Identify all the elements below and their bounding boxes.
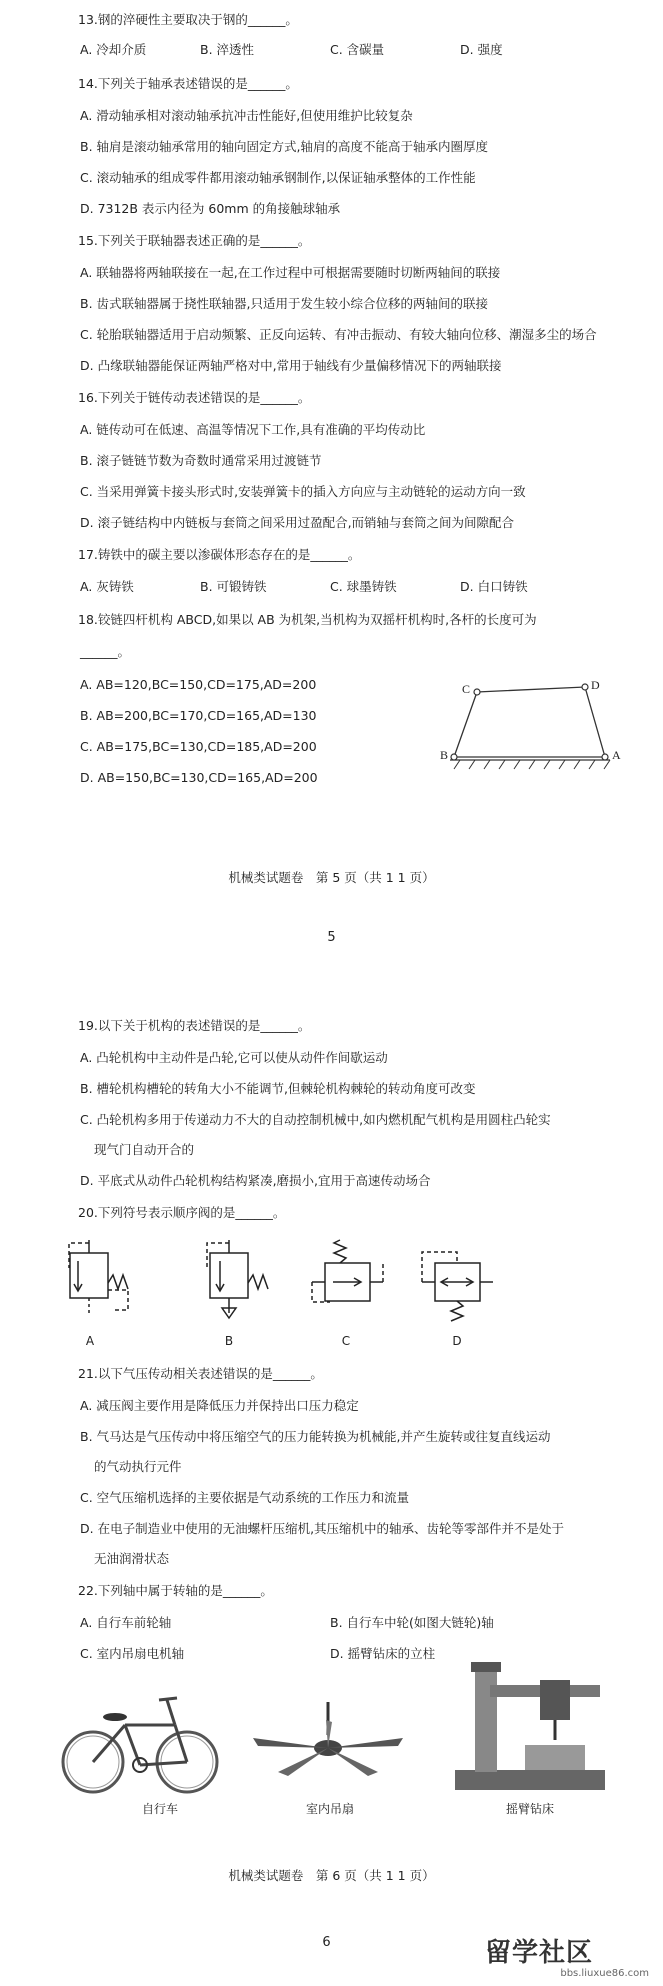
point-d-label: D: [591, 678, 600, 692]
page6-footer: 机械类试题卷 第 6 页（共 1 1 页）: [228, 1868, 435, 1883]
q13-option-a: A. 冷却介质: [80, 42, 147, 57]
q15-option-a: A. 联轴器将两轴联接在一起,在工作过程中可根据需要随时切断两轴间的联接: [80, 265, 501, 280]
q21-option-d-line1: D. 在电子制造业中使用的无油螺杆压缩机,其压缩机中的轴承、齿轮等零部件并不是处于: [80, 1521, 565, 1536]
page5-number: 5: [327, 930, 336, 945]
q18-option-b: B. AB=200,BC=170,CD=165,AD=130: [80, 708, 317, 723]
q19-option-a: A. 凸轮机构中主动件是凸轮,它可以使从动件作间歇运动: [80, 1050, 388, 1065]
q14-option-d: D. 7312B 表示内径为 60mm 的角接触球轴承: [80, 201, 341, 216]
linkage-bars: [454, 687, 605, 757]
q17-option-c: C. 球墨铸铁: [330, 579, 397, 594]
q17-stem: 17.铸铁中的碳主要以渗碳体形态存在的是______。: [78, 547, 361, 562]
q19-option-d: D. 平底式从动件凸轮机构结构紧凑,磨损小,宜用于高速传动场合: [80, 1173, 431, 1188]
q17-option-a: A. 灰铸铁: [80, 579, 134, 594]
q16-option-a: A. 链传动可在低速、高温等情况下工作,具有准确的平均传动比: [80, 422, 426, 437]
watermark-logo-text: 留学社区: [485, 1938, 594, 1968]
radial-drill-image: [445, 1660, 610, 1795]
bicycle-caption: 自行车: [141, 1802, 178, 1816]
valve-label-d: D: [452, 1334, 462, 1348]
q14-option-b: B. 轴肩是滚动轴承常用的轴向固定方式,轴肩的高度不能高于轴承内圈厚度: [80, 139, 488, 154]
q16-stem: 16.下列关于链传动表述错误的是______。: [78, 390, 311, 405]
q21-option-b-line1: B. 气马达是气压传动中将压缩空气的压力能转换为机械能,并产生旋转或往复直线运动: [80, 1429, 551, 1444]
watermark-url: bbs.liuxue86.com: [560, 1968, 649, 1979]
q21-stem: 21.以下气压传动相关表述错误的是______。: [78, 1366, 323, 1381]
q21-option-d-line2: 无油润滑状态: [94, 1551, 170, 1566]
valve-label-c: C: [341, 1334, 351, 1348]
q13-option-b: B. 淬透性: [200, 42, 255, 57]
page5-footer: 机械类试题卷 第 5 页（共 1 1 页）: [228, 870, 435, 885]
point-b-label: B: [440, 748, 449, 762]
q13-stem: 13.钢的淬硬性主要取决于钢的______。: [78, 12, 298, 27]
q22-option-c: C. 室内吊扇电机轴: [80, 1646, 185, 1661]
point-a-label: A: [612, 748, 621, 762]
q16-option-d: D. 滚子链结构中内链板与套筒之间采用过盈配合,而销轴与套筒之间为间隙配合: [80, 515, 515, 530]
q17-option-b: B. 可锻铸铁: [200, 579, 267, 594]
ceiling-fan-caption: 室内吊扇: [305, 1802, 354, 1816]
page6-number: 6: [322, 1935, 331, 1950]
q18-option-c: C. AB=175,BC=130,CD=185,AD=200: [80, 739, 317, 754]
q16-option-c: C. 当采用弹簧卡接头形式时,安装弹簧卡的插入方向应与主动链轮的运动方向一致: [80, 484, 526, 499]
q18-option-a: A. AB=120,BC=150,CD=175,AD=200: [80, 677, 317, 692]
valve-symbols-figure: [50, 1228, 630, 1338]
q21-option-a: A. 减压阀主要作用是降低压力并保持出口压力稳定: [80, 1398, 359, 1413]
valve-label-b: B: [224, 1334, 234, 1348]
bicycle-image: [55, 1690, 230, 1800]
q14-stem: 14.下列关于轴承表述错误的是______。: [78, 76, 298, 91]
q20-stem: 20.下列符号表示顺序阀的是______。: [78, 1205, 286, 1220]
q14-option-a: A. 滑动轴承相对滚动轴承抗冲击性能好,但使用维护比较复杂: [80, 108, 413, 123]
q17-option-d: D. 白口铸铁: [460, 579, 528, 594]
valve-symbol-a: [69, 1240, 128, 1313]
q13-option-c: C. 含碳量: [330, 42, 385, 57]
q13-option-d: D. 强度: [460, 42, 503, 57]
valve-symbol-b: [207, 1240, 268, 1318]
q21-option-b-line2: 的气动执行元件: [94, 1459, 182, 1474]
q18-stem-line1: 18.铰链四杆机构 ABCD,如果以 AB 为机架,当机构为双摇杆机构时,各杆的长度可为: [78, 612, 537, 627]
q19-option-b: B. 槽轮机构槽轮的转角大小不能调节,但棘轮机构棘轮的转动角度可改变: [80, 1081, 476, 1096]
four-bar-linkage-figure: [440, 665, 630, 775]
valve-symbol-c: [312, 1240, 383, 1302]
q18-option-d: D. AB=150,BC=130,CD=165,AD=200: [80, 770, 318, 785]
q22-option-a: A. 自行车前轮轴: [80, 1615, 172, 1630]
q21-option-c: C. 空气压缩机选择的主要依据是气动系统的工作压力和流量: [80, 1490, 410, 1505]
q19-option-c-line1: C. 凸轮机构多用于传递动力不大的自动控制机械中,如内燃机配气机构是用圆柱凸轮实: [80, 1112, 551, 1127]
q22-option-d: D. 摇臂钻床的立柱: [330, 1646, 436, 1661]
q22-stem: 22.下列轴中属于转轴的是______。: [78, 1583, 273, 1598]
ceiling-fan-image: [248, 1700, 408, 1790]
q19-stem: 19.以下关于机构的表述错误的是______。: [78, 1018, 311, 1033]
q15-option-b: B. 齿式联轴器属于挠性联轴器,只适用于发生较小综合位移的两轴间的联接: [80, 296, 488, 311]
valve-symbol-d: [422, 1252, 493, 1321]
valve-label-a: A: [85, 1334, 95, 1348]
q15-option-c: C. 轮胎联轴器适用于启动频繁、正反向运转、有冲击振动、有较大轴向位移、潮湿多尘的场合: [80, 327, 597, 342]
q15-stem: 15.下列关于联轴器表述正确的是______。: [78, 233, 311, 248]
q16-option-b: B. 滚子链链节数为奇数时通常采用过渡链节: [80, 453, 322, 468]
radial-drill-caption: 摇臂钻床: [505, 1802, 554, 1816]
point-c-label: C: [462, 682, 471, 696]
q15-option-d: D. 凸缘联轴器能保证两轴严格对中,常用于轴线有少量偏移情况下的两轴联接: [80, 358, 502, 373]
ground-hatching: [454, 760, 610, 769]
q14-option-c: C. 滚动轴承的组成零件都用滚动轴承钢制作,以保证轴承整体的工作性能: [80, 170, 476, 185]
q18-stem-line2: ______。: [80, 644, 131, 659]
q19-option-c-line2: 现气门自动开合的: [94, 1142, 195, 1157]
site-watermark: [485, 1938, 655, 1982]
q22-option-b: B. 自行车中轮(如图大链轮)轴: [330, 1615, 494, 1630]
